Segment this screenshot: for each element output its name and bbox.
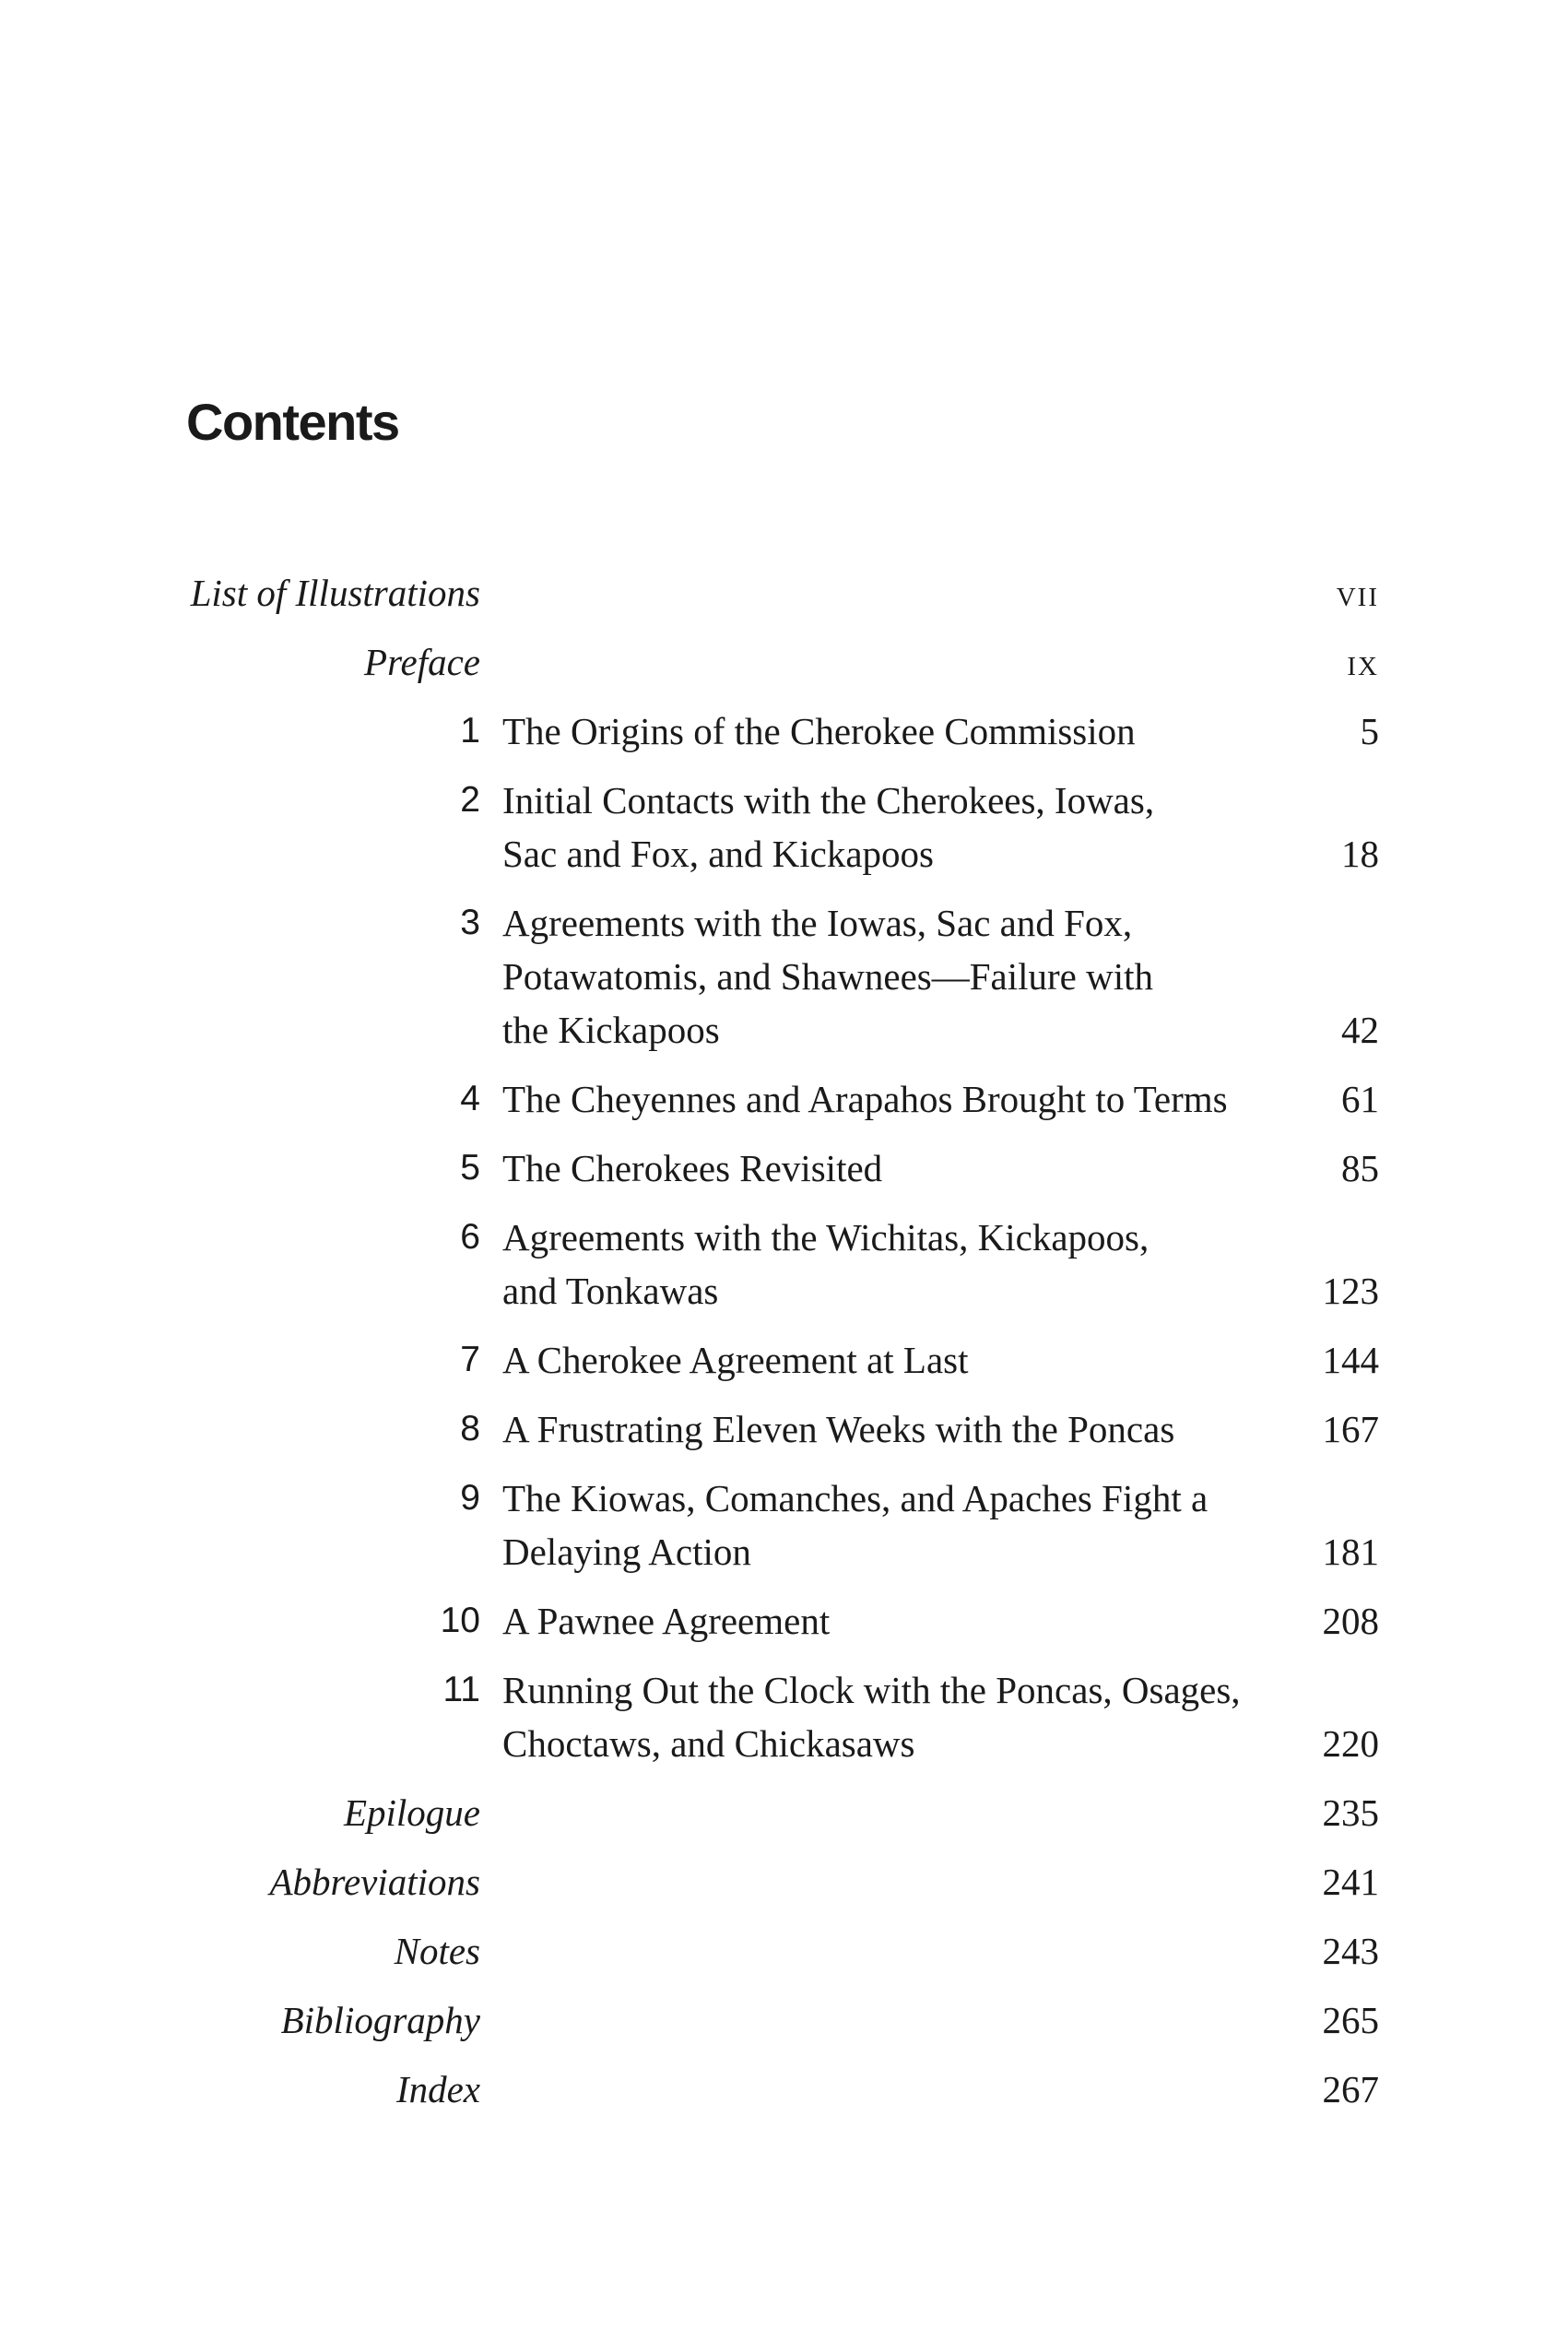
toc-entry-chapter-7 [0,1333,1568,1402]
chapter-title [502,1663,1295,1770]
toc-entry-label: Preface [364,641,480,683]
chapter-number: 3 [460,903,480,942]
chapter-title-line: the Kickapoos [502,1009,720,1051]
toc-entry-epilogue [0,1786,1568,1855]
toc-entry-chapter-4 [0,1072,1568,1141]
chapter-title [502,1333,1295,1387]
chapter-title [502,1402,1295,1456]
toc-entry-label: Index [395,2068,480,2110]
chapter-title [502,1211,1295,1318]
toc-entry-preface [0,635,1568,704]
toc-entry-label: Notes [394,1930,480,1972]
toc-entry-chapter-8 [0,1402,1568,1471]
chapter-title-line: Running Out the Clock with the Poncas, Osages, [502,1669,1241,1711]
chapter-title-line: The Cherokees Revisited [502,1147,883,1189]
chapter-number: 11 [442,1670,480,1709]
toc-entry-chapter-9 [0,1471,1568,1594]
chapter-number: 8 [460,1409,480,1448]
toc-page-number: 208 [1322,1600,1379,1642]
chapter-number: 10 [440,1601,480,1640]
toc-entry-chapter-6 [0,1211,1568,1333]
toc-entry-chapter-11 [0,1663,1568,1786]
toc-entry-label: Epilogue [343,1791,480,1834]
chapter-title [502,704,1295,758]
toc-page-number: 5 [1360,710,1379,752]
chapter-title [502,896,1295,1057]
chapter-title [502,774,1295,881]
chapter-title-line: Choctaws, and Chickasaws [502,1722,915,1765]
toc-page-number: 18 [1341,833,1379,875]
chapter-number: 9 [460,1478,480,1518]
table-of-contents [0,566,1568,2132]
chapter-title-line: A Pawnee Agreement [502,1600,831,1642]
chapter-title-line: The Cheyennes and Arapahos Brought to Terms [502,1078,1228,1120]
chapter-title-line: The Origins of the Cherokee Commission [502,710,1136,752]
chapter-number: 5 [460,1148,480,1188]
chapter-title-line: A Frustrating Eleven Weeks with the Poncas [502,1408,1175,1450]
toc-page-number: 144 [1322,1339,1379,1381]
toc-entry-chapter-5 [0,1141,1568,1211]
toc-page-number: 167 [1322,1408,1379,1450]
toc-page-number: 265 [1322,1999,1379,2041]
toc-entry-chapter-2 [0,774,1568,896]
chapter-title-line: A Cherokee Agreement at Last [502,1339,969,1381]
toc-page-number: 61 [1341,1078,1379,1120]
chapter-title [502,1594,1295,1648]
chapter-title-line: Agreements with the Wichitas, Kickapoos, [502,1216,1149,1259]
chapter-title-line: Potawatomis, and Shawnees—Failure with [502,955,1154,998]
toc-page-number: 267 [1322,2068,1379,2110]
chapter-title-line: Delaying Action [502,1531,751,1573]
chapter-title-line: Sac and Fox, and Kickapoos [502,833,934,875]
toc-page-number: 235 [1322,1791,1379,1834]
toc-entry-label: Abbreviations [269,1861,480,1903]
toc-page-number: 220 [1322,1722,1379,1765]
chapter-title-line: Agreements with the Iowas, Sac and Fox, [502,902,1133,944]
toc-page-number: 181 [1322,1531,1379,1573]
toc-page-number: 243 [1322,1930,1379,1972]
toc-page-number: 85 [1341,1147,1379,1189]
toc-entry-chapter-3 [0,896,1568,1072]
toc-page-number: 123 [1322,1270,1379,1312]
toc-entry-label: Bibliography [280,1999,480,2041]
chapter-title [502,1471,1295,1578]
chapter-number: 6 [460,1217,480,1257]
toc-entry-index [0,2062,1568,2132]
toc-entry-abbreviations [0,1855,1568,1924]
toc-page-number: ix [1347,641,1379,683]
toc-entry-label: List of Illustrations [190,572,480,614]
chapter-number: 4 [460,1079,480,1118]
chapter-title-line: The Kiowas, Comanches, and Apaches Fight a [502,1477,1208,1519]
chapter-number: 2 [460,780,480,820]
page-title: Contents [186,393,399,451]
chapter-title [502,1141,1295,1195]
toc-entry-notes [0,1924,1568,1993]
chapter-title-line: Initial Contacts with the Cherokees, Iowas, [502,779,1155,821]
chapter-number: 7 [460,1340,480,1379]
chapter-number: 1 [460,711,480,751]
toc-page-number: 42 [1341,1009,1379,1051]
toc-entry-list-of-illustrations [0,566,1568,635]
chapter-title [502,1072,1295,1126]
toc-entry-bibliography [0,1993,1568,2062]
toc-entry-chapter-10 [0,1594,1568,1663]
toc-page-number: vii [1336,572,1379,614]
chapter-title-line: and Tonkawas [502,1270,719,1312]
toc-entry-chapter-1 [0,704,1568,774]
toc-page-number: 241 [1322,1861,1379,1903]
